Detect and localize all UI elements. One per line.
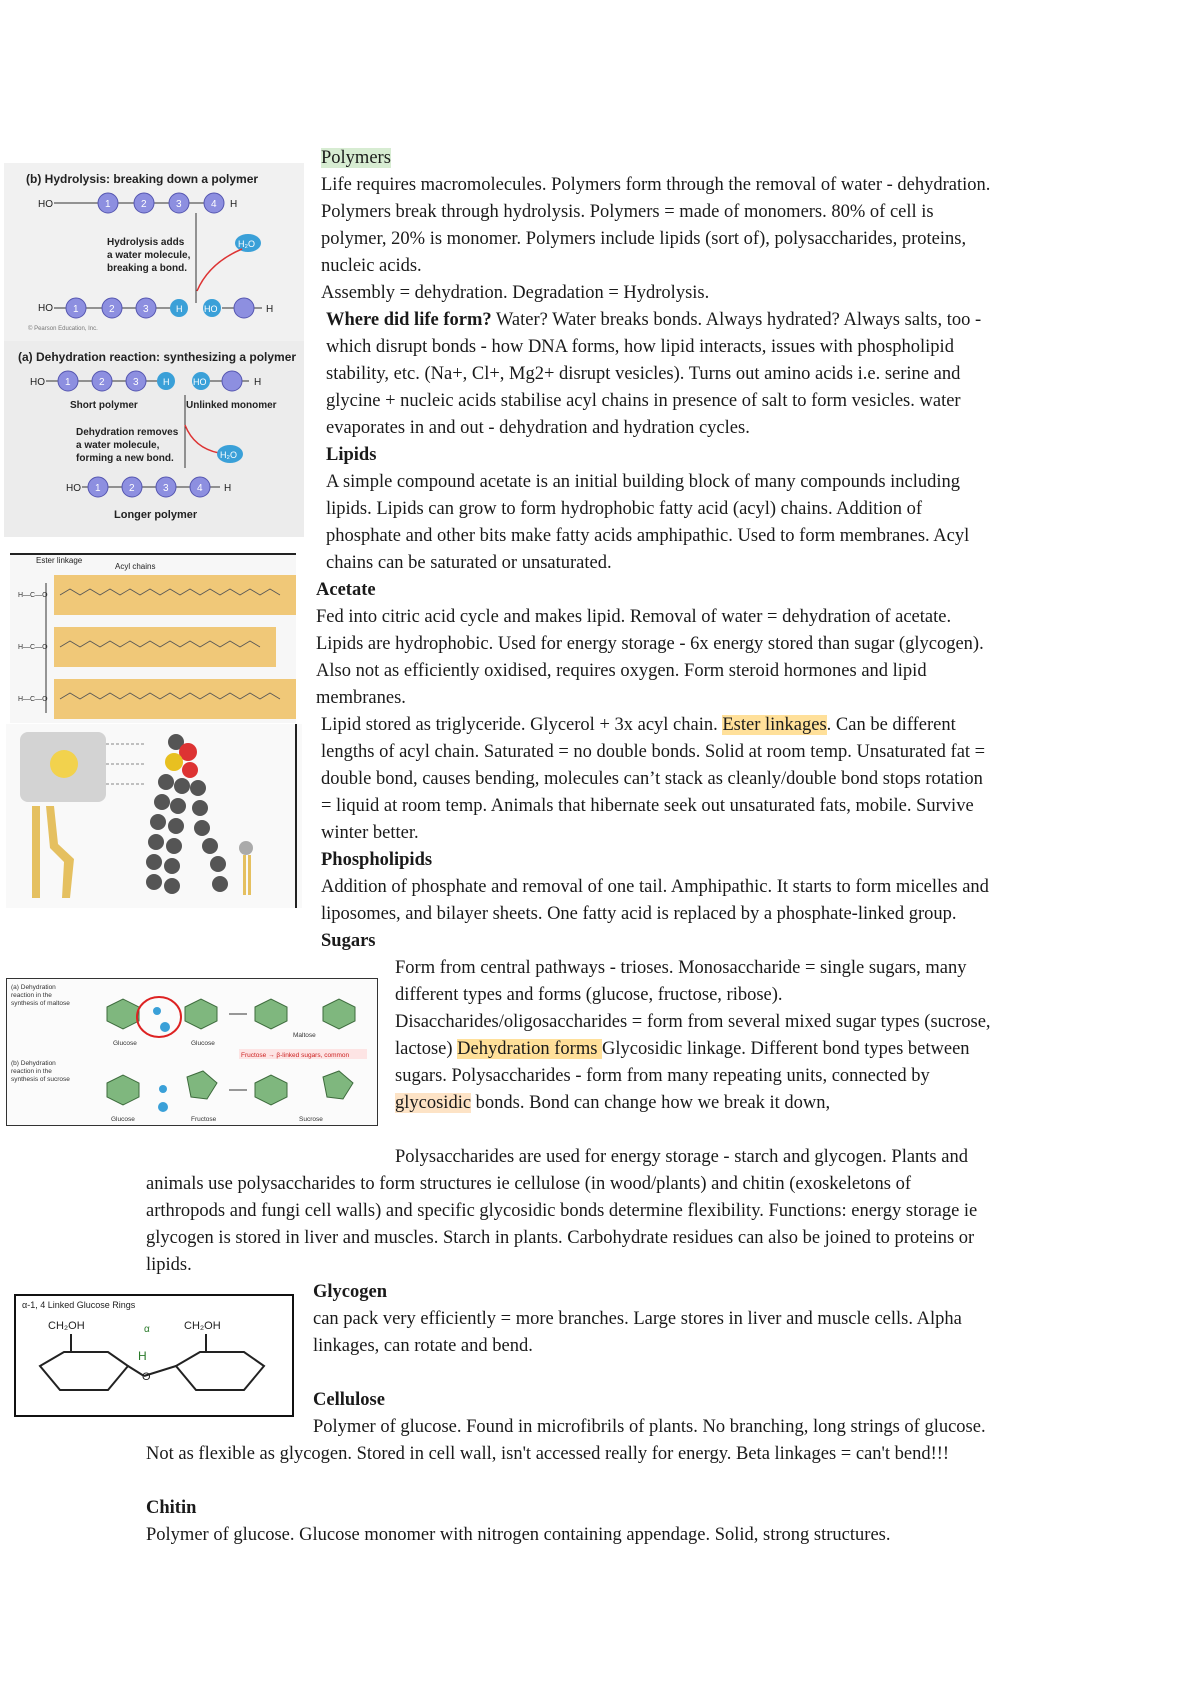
polymers-line-1: Life requires macromolecules. Polymers form through the removal of water - dehydration. bbox=[321, 175, 991, 195]
acetate-line-2: Lipids are hydrophobic. Used for energy storage - 6x energy stored than sugar (glycogen). bbox=[316, 634, 984, 654]
polymers-heading: Polymers bbox=[321, 148, 391, 168]
svg-text:H: H bbox=[163, 377, 170, 387]
svg-text:4: 4 bbox=[197, 483, 203, 494]
svg-text:α: α bbox=[144, 1324, 150, 1335]
svg-text:a water molecule,: a water molecule, bbox=[76, 440, 160, 451]
polysaccharides-line-5: lipids. bbox=[146, 1255, 192, 1275]
sugars-line-1: Form from central pathways - trioses. Monosaccharide = single sugars, many bbox=[395, 958, 967, 978]
hydrolysis-dehydration-figure bbox=[4, 163, 304, 537]
svg-text:HO: HO bbox=[38, 199, 53, 210]
svg-text:reaction in the: reaction in the bbox=[11, 1068, 52, 1075]
triglyceride-line-3: double bond, causes bending, molecules can’t stack as cleanly/double bond stops rotation bbox=[321, 769, 983, 789]
svg-text:synthesis of maltose: synthesis of maltose bbox=[11, 1000, 70, 1007]
cellulose-line-2: Not as flexible as glycogen. Stored in cell wall, isn't accessed really for energy. Beta linkages = can't bend!!! bbox=[146, 1444, 950, 1464]
svg-text:a water molecule,: a water molecule, bbox=[107, 250, 191, 261]
svg-text:Glucose: Glucose bbox=[113, 1040, 137, 1047]
svg-text:1: 1 bbox=[95, 483, 101, 494]
sugars-line-6: glycosidic bonds. Bond can change how we break it down, bbox=[395, 1093, 831, 1113]
acetate-line-4: membranes. bbox=[316, 688, 406, 708]
svg-text:Dehydration removes: Dehydration removes bbox=[76, 427, 179, 438]
svg-text:reaction in the: reaction in the bbox=[11, 992, 52, 999]
svg-text:forming a new bond.: forming a new bond. bbox=[76, 453, 174, 464]
hydrolysis-title: (b) Hydrolysis: breaking down a polymer bbox=[26, 172, 259, 186]
svg-text:Glucose: Glucose bbox=[111, 1116, 135, 1123]
svg-text:HO: HO bbox=[193, 377, 207, 387]
svg-text:Fructose → β-linked sugars, co: Fructose → β-linked sugars, common bbox=[241, 1052, 350, 1059]
svg-text:(b) Dehydration: (b) Dehydration bbox=[11, 1060, 56, 1067]
glycogen-line-1: can pack very efficiently = more branches. Large stores in liver and muscle cells. Alpha bbox=[313, 1309, 962, 1329]
svg-text:CH₂OH: CH₂OH bbox=[48, 1320, 85, 1332]
svg-text:O: O bbox=[142, 1371, 151, 1383]
lipids-line-4: chains can be saturated or unsaturated. bbox=[326, 553, 612, 573]
chitin-line-1: Polymer of glucose. Glucose monomer with nitrogen containing appendage. Solid, strong structures. bbox=[146, 1525, 891, 1545]
svg-text:2: 2 bbox=[99, 377, 105, 388]
sugars-heading: Sugars bbox=[321, 931, 376, 951]
sugars-line-3: Disaccharides/oligosaccharides = form from several mixed sugar types (sucrose, bbox=[395, 1012, 991, 1032]
sugars-line-4: lactose) Dehydration forms Glycosidic linkage. Different bond types between bbox=[395, 1039, 970, 1059]
svg-text:1: 1 bbox=[105, 199, 111, 210]
svg-text:3: 3 bbox=[133, 377, 139, 388]
svg-text:4: 4 bbox=[211, 199, 217, 210]
svg-text:Sucrose: Sucrose bbox=[299, 1116, 323, 1123]
svg-text:H—C—O: H—C—O bbox=[18, 696, 48, 703]
svg-text:Short polymer: Short polymer bbox=[70, 400, 138, 411]
svg-text:Ester linkage: Ester linkage bbox=[36, 556, 83, 565]
lipids-line-3: phosphate and other bits make fatty acids amphipathic. Used to form membranes. Acyl bbox=[326, 526, 970, 546]
svg-text:2: 2 bbox=[109, 304, 115, 315]
chitin-heading: Chitin bbox=[146, 1498, 197, 1518]
origin-line-5: evaporates in and out - dehydration and hydration cycles. bbox=[326, 418, 750, 438]
svg-text:H: H bbox=[138, 1349, 147, 1363]
dehydration-title: (a) Dehydration reaction: synthesizing a polymer bbox=[18, 350, 297, 364]
svg-text:2: 2 bbox=[129, 483, 135, 494]
lipids-line-1: A simple compound acetate is an initial building block of many compounds including bbox=[326, 472, 961, 492]
disaccharide-synthesis-figure bbox=[6, 978, 378, 1126]
origin-line-4: glycine + nucleic acids stabilise acyl chains in presence of salt to form vesicles. water bbox=[326, 391, 961, 411]
lipids-line-2: lipids. Lipids can grow to form hydrophobic fatty acid (acyl) chains. Addition of bbox=[326, 499, 922, 519]
glycogen-heading: Glycogen bbox=[313, 1282, 387, 1302]
polysaccharides-line-3: arthropods and fungi cell walls) and specific glycosidic bonds determine flexibility. Functions: energy storage ie bbox=[146, 1201, 978, 1221]
origin-line-3: stability, etc. (Na+, Cl+, Mg2+ disrupt vesicles). Turns out amino acids i.e. serine and bbox=[326, 364, 961, 384]
triglyceride-line-4: = liquid at room temp. Animals that hibernate seek out unsaturated fats, mobile. Survive bbox=[321, 796, 974, 816]
svg-text:1: 1 bbox=[73, 304, 79, 315]
triglyceride-line-1: Lipid stored as triglyceride. Glycerol + 3x acyl chain. Ester linkages. Can be different bbox=[321, 715, 956, 735]
svg-text:HO: HO bbox=[30, 377, 45, 388]
svg-text:Maltose: Maltose bbox=[293, 1032, 316, 1039]
svg-text:H: H bbox=[224, 483, 232, 494]
svg-text:Unlinked monomer: Unlinked monomer bbox=[186, 400, 277, 411]
svg-text:© Pearson Education, Inc.: © Pearson Education, Inc. bbox=[28, 326, 98, 332]
polymers-assembly: Assembly = dehydration. Degradation = Hydrolysis. bbox=[321, 283, 710, 303]
svg-text:Longer polymer: Longer polymer bbox=[114, 509, 198, 521]
svg-text:H₂O: H₂O bbox=[238, 239, 255, 249]
acetate-line-1: Fed into citric acid cycle and makes lipid. Removal of water = dehydration of acetate. bbox=[316, 607, 952, 627]
origin-line-1: Where did life form? Water? Water breaks bonds. Always hydrated? Always salts, too - bbox=[326, 310, 982, 330]
svg-text:Fructose: Fructose bbox=[191, 1116, 217, 1123]
polysaccharides-line-2: animals use polysaccharides to form structures ie cellulose (in wood/plants) and chitin (exoskeletons of bbox=[146, 1174, 911, 1194]
svg-text:H: H bbox=[176, 304, 183, 314]
cellulose-line-1: Polymer of glucose. Found in microfibrils of plants. No branching, long strings of glucose. bbox=[313, 1417, 986, 1437]
svg-text:α-1, 4 Linked Glucose Rings: α-1, 4 Linked Glucose Rings bbox=[22, 1300, 136, 1310]
origin-line-2: which disrupt bonds - how DNA forms, how lipid interacts, issues with phospholipid bbox=[326, 337, 954, 357]
alpha-glucose-rings-figure bbox=[14, 1294, 294, 1417]
svg-text:H₂O: H₂O bbox=[220, 450, 237, 460]
svg-text:(a) Dehydration: (a) Dehydration bbox=[11, 984, 56, 991]
svg-text:H: H bbox=[254, 377, 262, 388]
svg-text:3: 3 bbox=[176, 199, 182, 210]
acetate-line-3: Also not as efficiently oxidised, requires oxygen. Form steroid hormones and lipid bbox=[316, 661, 927, 681]
sugars-line-2: different types and forms (glucose, fructose, ribose). bbox=[395, 985, 783, 1005]
triglyceride-line-5: winter better. bbox=[321, 823, 419, 843]
phospholipids-heading: Phospholipids bbox=[321, 850, 433, 870]
sugars-line-5: sugars. Polysaccharides - form from many repeating units, connected by bbox=[395, 1066, 930, 1086]
svg-text:Glucose: Glucose bbox=[191, 1040, 215, 1047]
svg-text:1: 1 bbox=[65, 377, 71, 388]
polymers-line-2: Polymers break through hydrolysis. Polymers = made of monomers. 80% of cell is bbox=[321, 202, 934, 222]
cellulose-heading: Cellulose bbox=[313, 1390, 385, 1410]
polysaccharides-line-4: glycogen is stored in liver and muscles. Starch in plants. Carbohydrate residues can also be joined to proteins or bbox=[146, 1228, 975, 1248]
triglyceride-line-2: lengths of acyl chain. Saturated = no double bonds. Solid at room temp. Unsaturated fat = bbox=[321, 742, 986, 762]
svg-text:H—C—O: H—C—O bbox=[18, 592, 48, 599]
svg-text:Hydrolysis adds: Hydrolysis adds bbox=[107, 237, 185, 248]
phospholipid-figure bbox=[6, 724, 302, 908]
svg-text:synthesis of sucrose: synthesis of sucrose bbox=[11, 1076, 70, 1083]
phospholipids-line-2: liposomes, and bilayer sheets. One fatty acid is replaced by a phosphate-linked group. bbox=[321, 904, 957, 924]
lipids-heading: Lipids bbox=[326, 445, 377, 465]
svg-text:H—C—O: H—C—O bbox=[18, 644, 48, 651]
svg-text:H: H bbox=[230, 199, 238, 210]
polymers-line-3: polymer, 20% is monomer. Polymers include lipids (sort of), polysaccharides, proteins, bbox=[321, 229, 967, 249]
svg-text:2: 2 bbox=[141, 199, 147, 210]
svg-text:breaking a bond.: breaking a bond. bbox=[107, 263, 188, 274]
svg-text:HO: HO bbox=[38, 303, 53, 314]
svg-text:H: H bbox=[266, 304, 274, 315]
polysaccharides-line-1: Polysaccharides are used for energy storage - starch and glycogen. Plants and bbox=[395, 1147, 968, 1167]
acyl-chains-figure bbox=[10, 553, 296, 723]
acetate-heading: Acetate bbox=[316, 580, 376, 600]
svg-text:3: 3 bbox=[163, 483, 169, 494]
svg-text:HO: HO bbox=[66, 483, 81, 494]
polymers-line-4: nucleic acids. bbox=[321, 256, 422, 276]
svg-text:CH₂OH: CH₂OH bbox=[184, 1320, 221, 1332]
svg-text:3: 3 bbox=[143, 304, 149, 315]
phospholipids-line-1: Addition of phosphate and removal of one tail. Amphipathic. It starts to form micelles and bbox=[321, 877, 989, 897]
svg-text:HO: HO bbox=[204, 304, 218, 314]
glycogen-line-2: linkages, can rotate and bend. bbox=[313, 1336, 533, 1356]
svg-text:Acyl chains: Acyl chains bbox=[115, 562, 156, 571]
